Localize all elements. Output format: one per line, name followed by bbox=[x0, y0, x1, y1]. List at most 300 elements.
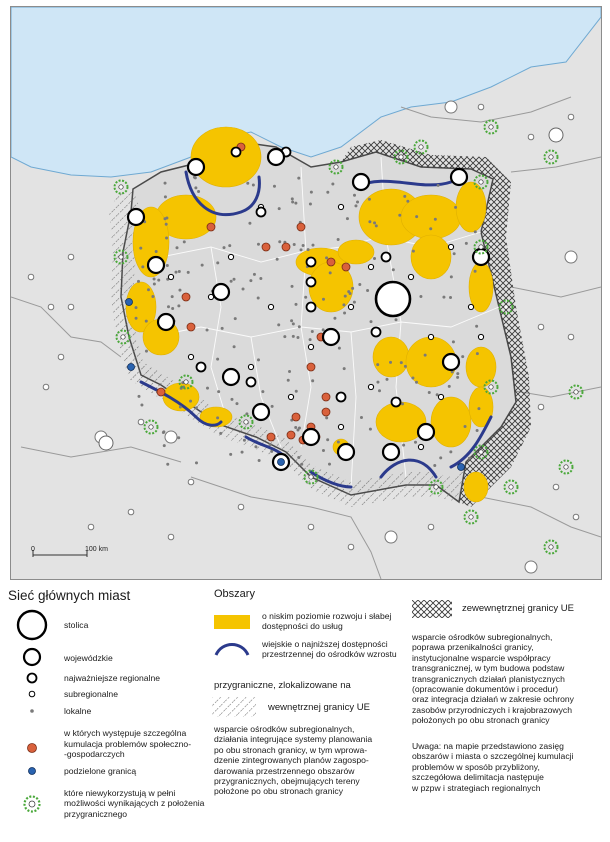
problem-city bbox=[262, 243, 270, 251]
scale-end-label: 100 km bbox=[85, 546, 108, 553]
regional-city bbox=[307, 258, 316, 267]
scale-bar bbox=[31, 546, 108, 557]
unused-potential-core bbox=[399, 155, 403, 159]
external-border-description: wsparcie ośrodków subregionalnych, poprawa przenikalności granicy, instytucjonalne wsparcie współpracy transgranicznej, w tym budowa podstaw transgranicznych działań planistycznych (opracowanie dokumentów i procedur) oraz integracja działań w zakresie ochrony zasobów przyrodniczych i krajobrazowych położonych po obu stronach granicy bbox=[412, 632, 574, 726]
problem-city bbox=[282, 243, 290, 251]
regional-city bbox=[247, 378, 256, 387]
regional-city bbox=[232, 148, 241, 157]
local-town bbox=[461, 355, 464, 358]
local-town bbox=[277, 323, 280, 326]
voivodeship-city bbox=[128, 209, 144, 225]
local-town bbox=[278, 240, 281, 243]
internal-border-label: wewnętrznej granicy UE bbox=[268, 702, 370, 713]
rural-access-symbol bbox=[212, 639, 252, 659]
unused-symbol bbox=[12, 792, 52, 816]
local-town bbox=[337, 440, 340, 443]
local-town bbox=[145, 320, 148, 323]
local-town bbox=[270, 450, 273, 453]
local-town bbox=[292, 322, 295, 325]
border-areas-title: przygraniczne, zlokalizowane na bbox=[214, 680, 351, 691]
local-town bbox=[403, 195, 406, 198]
problem-city bbox=[187, 323, 195, 331]
local-town bbox=[248, 222, 251, 225]
unused-potential-core bbox=[149, 425, 153, 429]
local-town bbox=[271, 405, 274, 408]
foreign-city bbox=[528, 134, 534, 140]
local-town bbox=[434, 218, 437, 221]
local-town bbox=[453, 252, 456, 255]
foreign-city bbox=[568, 334, 574, 340]
foreign-city bbox=[68, 304, 74, 310]
subregional-city bbox=[338, 204, 343, 209]
local-town bbox=[135, 317, 138, 320]
local-town bbox=[151, 295, 154, 298]
unused-potential-core bbox=[549, 545, 553, 549]
local-town bbox=[197, 190, 200, 193]
local-town bbox=[195, 461, 198, 464]
local-town bbox=[234, 317, 237, 320]
unused-potential-core bbox=[121, 335, 125, 339]
local-town bbox=[140, 403, 143, 406]
unused-potential-core bbox=[334, 165, 338, 169]
local-town bbox=[464, 425, 467, 428]
local-town bbox=[468, 457, 471, 460]
local-town bbox=[343, 367, 346, 370]
local-town bbox=[474, 230, 477, 233]
foreign-city bbox=[188, 479, 194, 485]
problem-city bbox=[327, 258, 335, 266]
low-development-swatch bbox=[214, 615, 250, 629]
foreign-city bbox=[385, 531, 397, 543]
internal-border-description: wsparcie ośrodków subregionalnych, działania integrujące systemy planowania po obu stronach granicy, w tym wprowa- dzenie zintegrowanych planów zagospo- darowania przestrzennego obszarów przygranicznych, obejmujących tereny położone po obu stronach granicy bbox=[214, 724, 373, 797]
local-town bbox=[273, 185, 276, 188]
foreign-city bbox=[88, 524, 94, 530]
local-town bbox=[353, 301, 356, 304]
local-town bbox=[223, 246, 226, 249]
divided-city bbox=[458, 464, 465, 471]
local-town bbox=[309, 338, 312, 341]
local-town bbox=[437, 184, 440, 187]
local-town bbox=[249, 279, 252, 282]
local-town bbox=[386, 378, 389, 381]
local-town bbox=[429, 227, 432, 230]
subregional-city bbox=[428, 334, 433, 339]
voivodeship-city bbox=[418, 424, 434, 440]
unused-potential-core bbox=[184, 380, 188, 384]
local-town bbox=[448, 385, 451, 388]
low-development-area bbox=[338, 240, 374, 264]
local-town bbox=[351, 287, 354, 290]
local-town bbox=[476, 429, 479, 432]
external-border-label: zewewnętrznej granicy UE bbox=[462, 603, 574, 614]
local-town bbox=[139, 247, 142, 250]
divided-city bbox=[126, 299, 133, 306]
voivodeship-city bbox=[148, 257, 164, 273]
local-town bbox=[475, 325, 478, 328]
local-town bbox=[326, 191, 329, 194]
foreign-city bbox=[549, 128, 563, 142]
local-town bbox=[401, 402, 404, 405]
local-town bbox=[333, 317, 336, 320]
divided-city bbox=[128, 364, 135, 371]
subregional-city bbox=[338, 424, 343, 429]
local-town bbox=[291, 200, 294, 203]
local-town bbox=[179, 406, 182, 409]
local-town bbox=[141, 265, 144, 268]
local-town bbox=[164, 217, 167, 220]
problem-city bbox=[292, 413, 300, 421]
local-town bbox=[297, 456, 300, 459]
local-town bbox=[230, 280, 233, 283]
capital-label: stolica bbox=[64, 620, 89, 630]
rural-access-label: wiejskie o najniższej dostępności przestrzennej do ośrodków wzrostu bbox=[262, 639, 397, 660]
local-town bbox=[253, 273, 256, 276]
local-town bbox=[415, 215, 418, 218]
problem-city bbox=[267, 433, 275, 441]
map-frame bbox=[10, 6, 602, 580]
voivodeship-symbol bbox=[12, 645, 52, 669]
unused-potential-core bbox=[309, 475, 313, 479]
local-town bbox=[328, 463, 331, 466]
local-town bbox=[344, 295, 347, 298]
foreign-city bbox=[28, 274, 34, 280]
low-development-area bbox=[191, 127, 261, 187]
voivodeship-city bbox=[451, 169, 467, 185]
regional-city bbox=[307, 303, 316, 312]
foreign-city bbox=[478, 104, 484, 110]
subregional-city bbox=[368, 264, 373, 269]
local-town bbox=[175, 246, 178, 249]
local-town bbox=[246, 182, 249, 185]
local-town bbox=[450, 275, 453, 278]
local-town bbox=[216, 261, 219, 264]
low-development-area bbox=[373, 337, 409, 377]
local-town bbox=[369, 428, 372, 431]
local-town bbox=[290, 319, 293, 322]
baltic-sea bbox=[11, 7, 601, 177]
local-town bbox=[171, 307, 174, 310]
concentration-symbol bbox=[12, 740, 52, 756]
local-town bbox=[293, 243, 296, 246]
regional-city bbox=[257, 208, 266, 217]
map-note: Uwaga: na mapie przedstawiono zasięg obszarów i miasta o szczególnej kumulacji problemów w sposób przybliżony, szczegółowa delimitacja następuje w pzpw i strategiach regionalnych bbox=[412, 741, 574, 793]
local-town bbox=[412, 250, 415, 253]
local-town bbox=[311, 379, 314, 382]
concentration-intro: w których występuje szczególna bbox=[64, 728, 187, 738]
local-town bbox=[322, 298, 325, 301]
foreign-city bbox=[43, 384, 49, 390]
subregional-city bbox=[188, 354, 193, 359]
foreign-city bbox=[348, 544, 354, 550]
low-development-area bbox=[466, 347, 496, 387]
capital-city bbox=[376, 282, 410, 316]
regional-city bbox=[197, 363, 206, 372]
local-town bbox=[454, 206, 457, 209]
local-town bbox=[309, 202, 312, 205]
local-town bbox=[292, 335, 295, 338]
local-town bbox=[177, 304, 180, 307]
regional-city bbox=[307, 278, 316, 287]
local-town bbox=[276, 258, 279, 261]
local-town bbox=[347, 290, 350, 293]
problem-city bbox=[322, 408, 330, 416]
subregional-city bbox=[468, 304, 473, 309]
voivodeship-city bbox=[383, 444, 399, 460]
local-town bbox=[235, 402, 238, 405]
local-town bbox=[242, 288, 245, 291]
local-town bbox=[164, 195, 167, 198]
unused-potential-core bbox=[244, 420, 248, 424]
local-town bbox=[456, 372, 459, 375]
problem-city bbox=[297, 223, 305, 231]
local-town bbox=[456, 376, 459, 379]
unused-potential-core bbox=[549, 155, 553, 159]
problem-city bbox=[207, 223, 215, 231]
unused-potential-core bbox=[479, 450, 483, 454]
local-town bbox=[171, 295, 174, 298]
local-town bbox=[287, 379, 290, 382]
local-town bbox=[145, 350, 148, 353]
local-town bbox=[221, 327, 224, 330]
local-town bbox=[297, 177, 300, 180]
foreign-city bbox=[58, 354, 64, 360]
unused-potential-core bbox=[509, 485, 513, 489]
regional-symbol bbox=[12, 670, 52, 686]
local-town bbox=[428, 391, 431, 394]
local-town bbox=[257, 358, 260, 361]
legend bbox=[0, 580, 610, 842]
local-town bbox=[178, 270, 181, 273]
local-town bbox=[259, 277, 262, 280]
problem-city bbox=[307, 363, 315, 371]
unused-potential-core bbox=[419, 145, 423, 149]
regional-city bbox=[372, 328, 381, 337]
local-town bbox=[258, 459, 261, 462]
local-town bbox=[243, 439, 246, 442]
local-town bbox=[392, 268, 395, 271]
foreign-city bbox=[138, 419, 144, 425]
local-town bbox=[304, 296, 307, 299]
local-town bbox=[449, 450, 452, 453]
subregional-city bbox=[288, 394, 293, 399]
local-town bbox=[291, 197, 294, 200]
local-town bbox=[164, 182, 167, 185]
voivodeship-city bbox=[338, 444, 354, 460]
regional-city bbox=[337, 393, 346, 402]
local-town bbox=[406, 200, 409, 203]
local-town bbox=[465, 242, 468, 245]
local-town bbox=[165, 223, 168, 226]
local-town bbox=[229, 453, 232, 456]
voivodeship-city bbox=[268, 149, 284, 165]
local-town bbox=[368, 220, 371, 223]
subregional-city bbox=[168, 274, 173, 279]
local-town bbox=[366, 289, 369, 292]
voivodeship-label: wojewódzkie bbox=[64, 653, 113, 663]
local-town bbox=[356, 201, 359, 204]
local-town bbox=[288, 370, 291, 373]
local-town bbox=[295, 390, 298, 393]
unused-potential-core bbox=[479, 245, 483, 249]
local-town bbox=[228, 244, 231, 247]
local-town bbox=[376, 363, 379, 366]
local-town bbox=[373, 257, 376, 260]
local-town bbox=[368, 198, 371, 201]
subregional-symbol bbox=[12, 687, 52, 701]
local-town bbox=[177, 436, 180, 439]
foreign-city bbox=[553, 484, 559, 490]
regional-city bbox=[392, 398, 401, 407]
local-town bbox=[295, 303, 298, 306]
unused-potential-core bbox=[119, 255, 123, 259]
local-town bbox=[230, 398, 233, 401]
unused-potential-core bbox=[504, 305, 508, 309]
local-town bbox=[325, 256, 328, 259]
foreign-city bbox=[428, 524, 434, 530]
local-town bbox=[354, 204, 357, 207]
local-town bbox=[241, 451, 244, 454]
local-town bbox=[302, 244, 305, 247]
local-town bbox=[311, 244, 314, 247]
local-town bbox=[155, 250, 158, 253]
local-town bbox=[296, 336, 299, 339]
local-town bbox=[376, 381, 379, 384]
unused-potential-core bbox=[479, 180, 483, 184]
foreign-city bbox=[68, 254, 74, 260]
voivodeship-city bbox=[158, 314, 174, 330]
local-town bbox=[311, 330, 314, 333]
local-town bbox=[419, 295, 422, 298]
local-town bbox=[414, 441, 417, 444]
local-town bbox=[411, 376, 414, 379]
local-town bbox=[400, 361, 403, 364]
subregional-city bbox=[408, 274, 413, 279]
local-town bbox=[137, 395, 140, 398]
internal-border-swatch bbox=[212, 697, 256, 717]
local-town bbox=[449, 296, 452, 299]
local-town bbox=[342, 303, 345, 306]
unused-potential-core bbox=[489, 385, 493, 389]
local-town bbox=[135, 306, 138, 309]
subregional-city bbox=[268, 304, 273, 309]
local-label: lokalne bbox=[64, 706, 92, 716]
divided-label: podzielone granicą bbox=[64, 766, 137, 776]
local-town bbox=[219, 432, 222, 435]
local-town bbox=[216, 416, 219, 419]
regional-label: najważniejsze regionalne bbox=[64, 673, 161, 683]
unused-potential-core bbox=[574, 390, 578, 394]
subregional-city bbox=[308, 344, 313, 349]
local-town bbox=[261, 390, 264, 393]
local-town bbox=[404, 365, 407, 368]
local-town bbox=[206, 329, 209, 332]
foreign-city bbox=[538, 324, 544, 330]
low-development-area bbox=[401, 195, 461, 239]
local-town bbox=[294, 202, 297, 205]
local-town bbox=[322, 449, 325, 452]
voivodeship-city bbox=[303, 429, 319, 445]
local-town bbox=[187, 271, 190, 274]
divided-city bbox=[278, 459, 285, 466]
local-town bbox=[137, 280, 140, 283]
problem-city bbox=[322, 393, 330, 401]
local-town bbox=[398, 214, 401, 217]
foreign-city bbox=[573, 514, 579, 520]
regional-city bbox=[382, 253, 391, 262]
low-development-label: o niskim poziomie rozwoju i słabej dostępności do usług bbox=[262, 611, 392, 632]
foreign-city bbox=[165, 431, 177, 443]
low-development-area bbox=[431, 397, 471, 447]
local-town bbox=[389, 361, 392, 364]
poland-map bbox=[11, 7, 601, 579]
foreign-city bbox=[538, 404, 544, 410]
local-town bbox=[257, 243, 260, 246]
problem-city bbox=[182, 293, 190, 301]
local-town bbox=[378, 389, 381, 392]
local-town bbox=[325, 416, 328, 419]
local-town bbox=[433, 464, 436, 467]
local-town bbox=[337, 238, 340, 241]
local-town bbox=[300, 463, 303, 466]
local-town bbox=[254, 445, 257, 448]
subregional-city bbox=[478, 334, 483, 339]
foreign-city bbox=[99, 436, 113, 450]
local-town bbox=[424, 354, 427, 357]
subregional-label: subregionalne bbox=[64, 689, 118, 699]
foreign-city bbox=[568, 114, 574, 120]
local-town bbox=[178, 289, 181, 292]
problem-city bbox=[157, 388, 165, 396]
local-town bbox=[153, 283, 156, 286]
voivodeship-city bbox=[213, 284, 229, 300]
subregional-city bbox=[348, 304, 353, 309]
local-town bbox=[307, 248, 310, 251]
local-town bbox=[165, 237, 168, 240]
local-town bbox=[166, 463, 169, 466]
subregional-city bbox=[418, 444, 423, 449]
local-town bbox=[452, 340, 455, 343]
voivodeship-city bbox=[353, 174, 369, 190]
local-town bbox=[175, 271, 178, 274]
local-town bbox=[206, 387, 209, 390]
local-town bbox=[233, 345, 236, 348]
subregional-city bbox=[228, 254, 233, 259]
local-town bbox=[162, 431, 165, 434]
local-town bbox=[346, 217, 349, 220]
capital-symbol bbox=[12, 606, 52, 646]
local-town bbox=[402, 444, 405, 447]
local-town bbox=[373, 221, 376, 224]
unused-potential-core bbox=[489, 125, 493, 129]
local-town bbox=[331, 182, 334, 185]
external-border-swatch bbox=[412, 600, 452, 618]
local-town bbox=[415, 381, 418, 384]
local-town bbox=[195, 406, 198, 409]
local-town bbox=[201, 264, 204, 267]
local-town bbox=[298, 427, 301, 430]
local-town bbox=[360, 416, 363, 419]
local-town bbox=[252, 183, 255, 186]
subregional-city bbox=[448, 244, 453, 249]
local-town bbox=[395, 318, 398, 321]
local-town bbox=[216, 358, 219, 361]
local-town bbox=[300, 248, 303, 251]
local-town bbox=[278, 207, 281, 210]
local-town bbox=[183, 240, 186, 243]
local-town bbox=[329, 271, 332, 274]
subregional-city bbox=[438, 394, 443, 399]
unused-potential-core bbox=[119, 185, 123, 189]
